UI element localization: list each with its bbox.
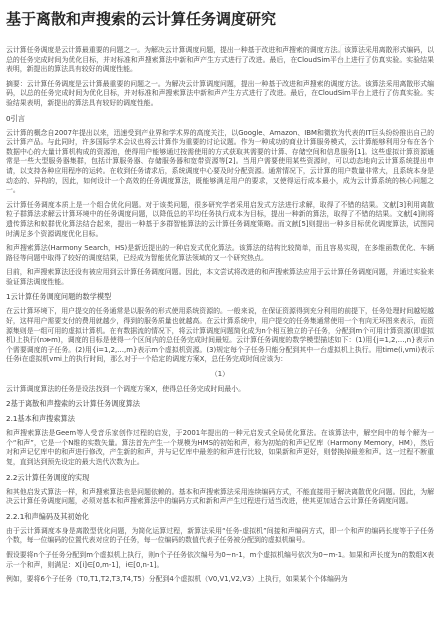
- section-heading: 2基于离散和声搜索的云计算任务调度算法: [6, 399, 140, 409]
- paragraph: 假设要将n个子任务分配到m个虚拟机上执行，则n个子任务依次编号为0~n-1，m个虚拟机编号依次为0~m-1。如果和声长度为n的数组X表示一个和声，则满足：X[i]∈[0,m-1]，i∈[0,n-1]。: [6, 550, 434, 569]
- paragraph: 云计算调度算法的任务是设法找到一个调度方案X，使得总任务完成时间最小。: [6, 384, 245, 393]
- document-page: [6, 10, 434, 590]
- section-heading: 0引言: [6, 113, 25, 123]
- paragraph: 和其他启发式算法一样，和声搜索算法也是问题依赖的。基本和声搜索算法采用连续编码方式，不能直接用于解决离散优化问题。因此，为解决云计算任务调度问题，必须对基本和声搜索算法中的编码方式和新和声产生过程进行适当改进，使其更加适合云计算任务调度问题。: [6, 487, 434, 506]
- document-body: [6, 46, 434, 585]
- section-heading: 2.2.1和声编码及其初始化: [6, 511, 89, 521]
- page-title: 基于离散和声搜索的云计算任务调度研究: [6, 10, 277, 28]
- paragraph: 和声搜索算法(Harmony Search，HS)是新近提出的一种启发式优化算法。该算法的结构比较简单，而且容易实现，在多维函数优化、车辆路径等问题中取得了较好的调度结果，已经成为智能优化算法领域的又一个研究热点。: [6, 244, 434, 262]
- section-heading: 2.1基本和声搜索算法: [6, 414, 75, 424]
- paragraph: 目前，和声搜索算法还没有被应用到云计算任务调度问题。因此，本文尝试将改进的和声搜索算法应用于云计算任务调度问题，并通过实验来验证算法调度性能。: [6, 268, 434, 286]
- paragraph: 在云计算环境下，用户提交的任务通常是以服务的形式使用系统资源的。一般来说，在保证资源得到充分利用的前提下，任务处理时间越短越好，这样用户需要支付的费用就越少，得到的服务质量也就越高。在云计算系统中，用户提交的任务集通常使用一个有向无环图来表示，而资源集则是一组可用的虚拟计算机。在有数据流的情况下，将云计算调度问题简化成为n个相互独立的子任务，分配到m个可用计算资源(即虚拟机)上执行(n≫m)，调度的目标是使得一个区间内的总任务完成时间最短。云计算任务调度的数学模型描述如下：(1)用{j=1,2,…,n}表示n个需要调度的子任务。(2)用{i=1,2,…,m}表示m个虚拟机资源。(3)规定每个子任务只能分配到其中一台虚拟机上执行。用time(i,vmi)表示任务i在虚拟机vmi上的执行时间，那么对于一个给定的调度方案X，总任务完成时间应该为：: [6, 307, 434, 364]
- paragraph: 和声搜索算法是Geem等人受音乐家创作过程的启发，于2001年提出的一种元启发式全局优化算法。在该算法中，解空间中的每个解为一个“和声”，它是一个N维的实数矢量。算法首先产生一个规模为HMS的初始和声，称为初始的和声记忆库（Harmony Memory，HM），然后对和声记忆库中的和声进行修改，产生新的和声，并与记忆库中最差的和声进行比较，如果新和声更好，则替换掉最差和声。这一过程不断重复，直到达到预先设定的最大迭代次数为止。: [6, 429, 434, 466]
- watermark-stamp: [340, 44, 370, 66]
- paragraph: 云计算的概念自2007年提出以来，迅速受到产业界和学术界的高度关注，以Google、Amazon、IBM和微软为代表的IT巨头纷纷推出自己的云计算产品。与此同时，许多国际学术会议也将云计算作为重要的讨论议题。作为一种成功的商业计算服务模式，云计算能够利用分布在各个数据中心的大量计算机构成的资源池，使得用户能够通过按需使用的方式获取其需要的计算、存储空间和信息服务[1]。这些虚拟计算资源通常是一些大型服务器集群，包括计算服务器、存储服务器和宽带资源等[2]。当用户需要使用某些资源时，可以动态地向云计算系统提出申请，以支持各种应用程序的运转。在收到任务请求后，系统调度中心要及时分配资源。通常情况下，云计算的用户数量非常大，且系统本身是动态的、异构的，因此，如何设计一个高效的任务调度算法，既能够满足用户的要求，又使得运行成本最小，成为云计算系统的核心问题之一。: [6, 128, 434, 195]
- paragraph: 云计算任务调度本质上是一个组合优化问题。对于该类问题，很多研究学者采用启发式方法进行求解，取得了不错的结果。文献[3]利用离散粒子群算法求解云计算环境中的任务调度问题，以降低总的平均任务执行成本为目标，提出一种新的算法，取得了不错的结果。文献[4]则将遗传算法和蚁群优化算法结合起来，提出一种基于多群智能算法的云计算任务调度策略。而文献[5]则提出一种多目标优化调度算法，试图同时满足多个资源调度优化目标。: [6, 200, 434, 238]
- paragraph: 例如，要将6个子任务（T0,T1,T2,T3,T4,T5）分配到4个虚拟机（V0,V1,V2,V3）上执行，如果某个个体编码为: [6, 575, 348, 584]
- paragraph: 摘要：云计算任务调度是云计算最重要的问题之一。为解决云计算调度问题，提出一种基于改进和声搜索的调度方法。该算法采用离散形式编码，以总的任务完成时间为优化目标，并对标准和声搜索算法中新和声产生方式进行了改进。最后，在CloudSim平台上进行了仿真实验。实验结果表明，新提出的算法具有较好的调度性能。: [6, 79, 434, 107]
- section-heading: 1云计算任务调度问题的数学模型: [6, 292, 112, 302]
- section-heading: 2.2云计算任务调度的实现: [6, 472, 90, 482]
- paragraph: 由于云计算调度本身是离散型优化问题，为简化运算过程，新算法采用“任务-虚拟机”间接和声编码方式，即一个和声的编码长度等于子任务个数，每一位编码的位置代表对应的子任务，每一位编码的数值代表子任务被分配到的虚拟机编号。: [6, 526, 434, 545]
- formula-line: （1）: [210, 370, 230, 379]
- paragraph: 云计算任务调度是云计算最重要的问题之一。为解决云计算调度问题，提出一种基于改进和声搜索的调度方法。该算法采用离散形式编码，以总的任务完成时间为优化目标，并对标准和声搜索算法中新和声产生方式进行了改进。最后，在CloudSim平台上进行了仿真实验。实验结果表明，新提出的算法具有较好的调度性能。: [6, 46, 434, 74]
